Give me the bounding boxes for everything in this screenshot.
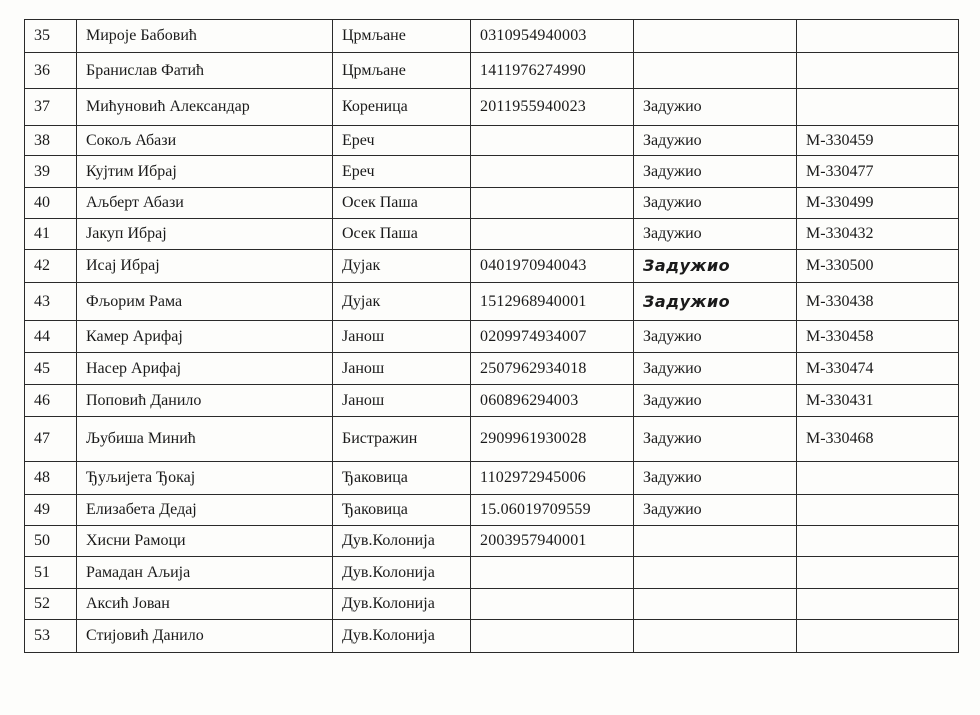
person-name: Јакуп Ибрај xyxy=(77,219,333,250)
item-code: М-330499 xyxy=(797,188,959,219)
person-name: Стијовић Данило xyxy=(77,620,333,653)
table-row xyxy=(25,495,959,526)
id-number: 060896294003 xyxy=(471,385,634,417)
place-name: Црмљане xyxy=(333,20,471,53)
place-name: Јанош xyxy=(333,321,471,353)
table-row xyxy=(25,417,959,462)
item-code xyxy=(797,526,959,557)
status-text: Задужио xyxy=(634,188,797,219)
person-name: Елизабета Дедај xyxy=(77,495,333,526)
status-text: Задужио xyxy=(634,156,797,188)
item-code xyxy=(797,557,959,589)
item-code xyxy=(797,89,959,126)
status-text xyxy=(634,557,797,589)
table-row xyxy=(25,526,959,557)
row-number: 46 xyxy=(25,385,77,417)
row-number: 44 xyxy=(25,321,77,353)
place-name: Дув.Колонија xyxy=(333,526,471,557)
row-number: 51 xyxy=(25,557,77,589)
id-number xyxy=(471,188,634,219)
row-number: 37 xyxy=(25,89,77,126)
place-name: Ереч xyxy=(333,126,471,156)
item-code: М-330432 xyxy=(797,219,959,250)
place-name: Дув.Колонија xyxy=(333,620,471,653)
table-row xyxy=(25,283,959,321)
id-number: 0209974934007 xyxy=(471,321,634,353)
status-text: Задужио xyxy=(634,385,797,417)
place-name: Дујак xyxy=(333,250,471,283)
person-name: Насер Арифај xyxy=(77,353,333,385)
table-row xyxy=(25,20,959,53)
status-text xyxy=(634,20,797,53)
status-text: Задужио xyxy=(634,495,797,526)
place-name: Осек Паша xyxy=(333,219,471,250)
row-number: 48 xyxy=(25,462,77,495)
item-code xyxy=(797,20,959,53)
id-number: 2909961930028 xyxy=(471,417,634,462)
table-row xyxy=(25,250,959,283)
table-row xyxy=(25,188,959,219)
row-number: 53 xyxy=(25,620,77,653)
row-number: 52 xyxy=(25,589,77,620)
row-number: 42 xyxy=(25,250,77,283)
status-text: Задужио xyxy=(634,219,797,250)
id-number: 2011955940023 xyxy=(471,89,634,126)
person-name: Хисни Рамоци xyxy=(77,526,333,557)
row-number: 50 xyxy=(25,526,77,557)
person-name: Исај Ибрај xyxy=(77,250,333,283)
id-number: 0310954940003 xyxy=(471,20,634,53)
table-row xyxy=(25,156,959,188)
status-text: Задужио xyxy=(634,250,797,283)
row-number: 39 xyxy=(25,156,77,188)
table-row xyxy=(25,219,959,250)
table-row xyxy=(25,53,959,89)
id-number xyxy=(471,589,634,620)
row-number: 45 xyxy=(25,353,77,385)
id-number xyxy=(471,620,634,653)
item-code: М-330477 xyxy=(797,156,959,188)
table-row xyxy=(25,462,959,495)
place-name: Ереч xyxy=(333,156,471,188)
table-row xyxy=(25,557,959,589)
item-code: М-330459 xyxy=(797,126,959,156)
person-name: Камер Арифај xyxy=(77,321,333,353)
person-name: Поповић Данило xyxy=(77,385,333,417)
row-number: 38 xyxy=(25,126,77,156)
place-name: Дув.Колонија xyxy=(333,557,471,589)
table-row xyxy=(25,589,959,620)
person-name: Мироје Бабовић xyxy=(77,20,333,53)
status-text: Задужио xyxy=(634,462,797,495)
id-number: 2003957940001 xyxy=(471,526,634,557)
id-number: 1411976274990 xyxy=(471,53,634,89)
item-code xyxy=(797,620,959,653)
id-number: 1512968940001 xyxy=(471,283,634,321)
status-text: Задужио xyxy=(634,89,797,126)
item-code: М-330438 xyxy=(797,283,959,321)
place-name: Црмљане xyxy=(333,53,471,89)
row-number: 47 xyxy=(25,417,77,462)
row-number: 40 xyxy=(25,188,77,219)
roster-body xyxy=(25,20,959,653)
row-number: 41 xyxy=(25,219,77,250)
status-text: Задужио xyxy=(634,126,797,156)
place-name: Јанош xyxy=(333,385,471,417)
item-code: М-330468 xyxy=(797,417,959,462)
person-name: Рамадан Аљија xyxy=(77,557,333,589)
row-number: 43 xyxy=(25,283,77,321)
status-text: Задужио xyxy=(634,417,797,462)
status-text: Задужио xyxy=(634,321,797,353)
item-code: М-330458 xyxy=(797,321,959,353)
place-name: Дујак xyxy=(333,283,471,321)
table-row xyxy=(25,126,959,156)
place-name: Осек Паша xyxy=(333,188,471,219)
item-code: М-330474 xyxy=(797,353,959,385)
status-text: Задужио xyxy=(634,353,797,385)
person-name: Фљорим Рама xyxy=(77,283,333,321)
item-code xyxy=(797,53,959,89)
person-name: Кујтим Ибрај xyxy=(77,156,333,188)
person-name: Сокољ Абази xyxy=(77,126,333,156)
table-row xyxy=(25,353,959,385)
status-text xyxy=(634,53,797,89)
id-number: 2507962934018 xyxy=(471,353,634,385)
row-number: 36 xyxy=(25,53,77,89)
roster-table xyxy=(24,19,959,653)
item-code xyxy=(797,589,959,620)
person-name: Љубиша Минић xyxy=(77,417,333,462)
place-name: Ђаковица xyxy=(333,495,471,526)
status-text xyxy=(634,589,797,620)
person-name: Аљберт Абази xyxy=(77,188,333,219)
status-text: Задужио xyxy=(634,283,797,321)
id-number: 15.06019709559 xyxy=(471,495,634,526)
item-code xyxy=(797,495,959,526)
row-number: 49 xyxy=(25,495,77,526)
item-code: М-330500 xyxy=(797,250,959,283)
person-name: Ђуљијета Ђокај xyxy=(77,462,333,495)
status-text xyxy=(634,620,797,653)
item-code xyxy=(797,462,959,495)
table-row xyxy=(25,385,959,417)
person-name: Мићуновић Александар xyxy=(77,89,333,126)
place-name: Јанош xyxy=(333,353,471,385)
place-name: Дув.Колонија xyxy=(333,589,471,620)
status-text xyxy=(634,526,797,557)
person-name: Бранислав Фатић xyxy=(77,53,333,89)
id-number xyxy=(471,219,634,250)
table-row xyxy=(25,89,959,126)
id-number xyxy=(471,557,634,589)
row-number: 35 xyxy=(25,20,77,53)
table-row xyxy=(25,620,959,653)
id-number xyxy=(471,126,634,156)
id-number xyxy=(471,156,634,188)
place-name: Бистражин xyxy=(333,417,471,462)
person-name: Аксић Јован xyxy=(77,589,333,620)
id-number: 1102972945006 xyxy=(471,462,634,495)
table-row xyxy=(25,321,959,353)
id-number: 0401970940043 xyxy=(471,250,634,283)
place-name: Ђаковица xyxy=(333,462,471,495)
place-name: Кореница xyxy=(333,89,471,126)
item-code: М-330431 xyxy=(797,385,959,417)
